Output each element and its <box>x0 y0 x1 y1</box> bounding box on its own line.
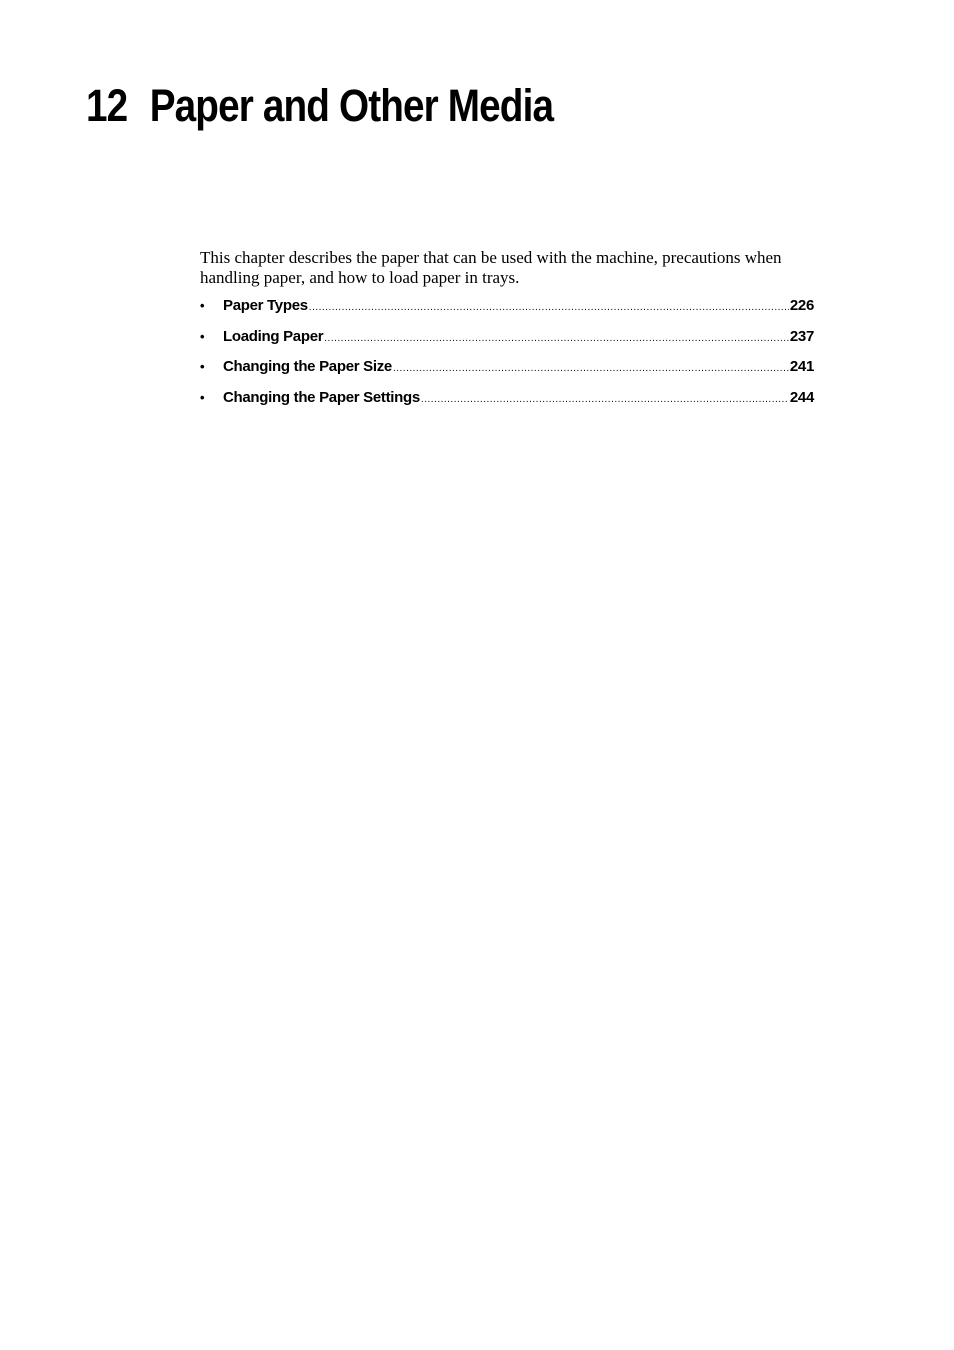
toc-item-title[interactable]: Changing the Paper Size <box>223 358 392 375</box>
toc-item-changing-paper-settings[interactable] <box>200 388 814 419</box>
toc-item-title[interactable]: Loading Paper <box>223 327 324 345</box>
bullet-icon: • <box>200 389 205 405</box>
toc-item-title[interactable]: Paper Types <box>223 297 308 314</box>
chapter-toc <box>200 296 814 418</box>
toc-leader-dots <box>309 298 789 318</box>
bullet-icon: • <box>200 298 205 313</box>
bullet-icon: • <box>200 328 205 344</box>
toc-leader-dots <box>421 390 789 410</box>
chapter-intro: This chapter describes the paper that can be used with the machine, precautions when handling paper, and how to load paper in trays. <box>200 248 782 287</box>
chapter-heading <box>86 78 553 134</box>
toc-leader-dots <box>393 359 789 379</box>
toc-item-page[interactable]: 244 <box>789 388 814 406</box>
toc-item-page[interactable]: 226 <box>789 297 814 314</box>
toc-item-page[interactable]: 241 <box>789 358 814 375</box>
toc-item-page[interactable]: 237 <box>789 327 814 345</box>
bullet-icon: • <box>200 359 205 374</box>
toc-item-changing-paper-size[interactable] <box>200 357 814 388</box>
chapter-title: Paper and Other Media <box>149 80 554 131</box>
toc-leader-dots <box>324 329 789 349</box>
toc-item-title[interactable]: Changing the Paper Settings <box>223 388 420 406</box>
chapter-number: 12 <box>86 80 128 131</box>
toc-item-paper-types[interactable] <box>200 296 814 327</box>
toc-item-loading-paper[interactable] <box>200 327 814 358</box>
